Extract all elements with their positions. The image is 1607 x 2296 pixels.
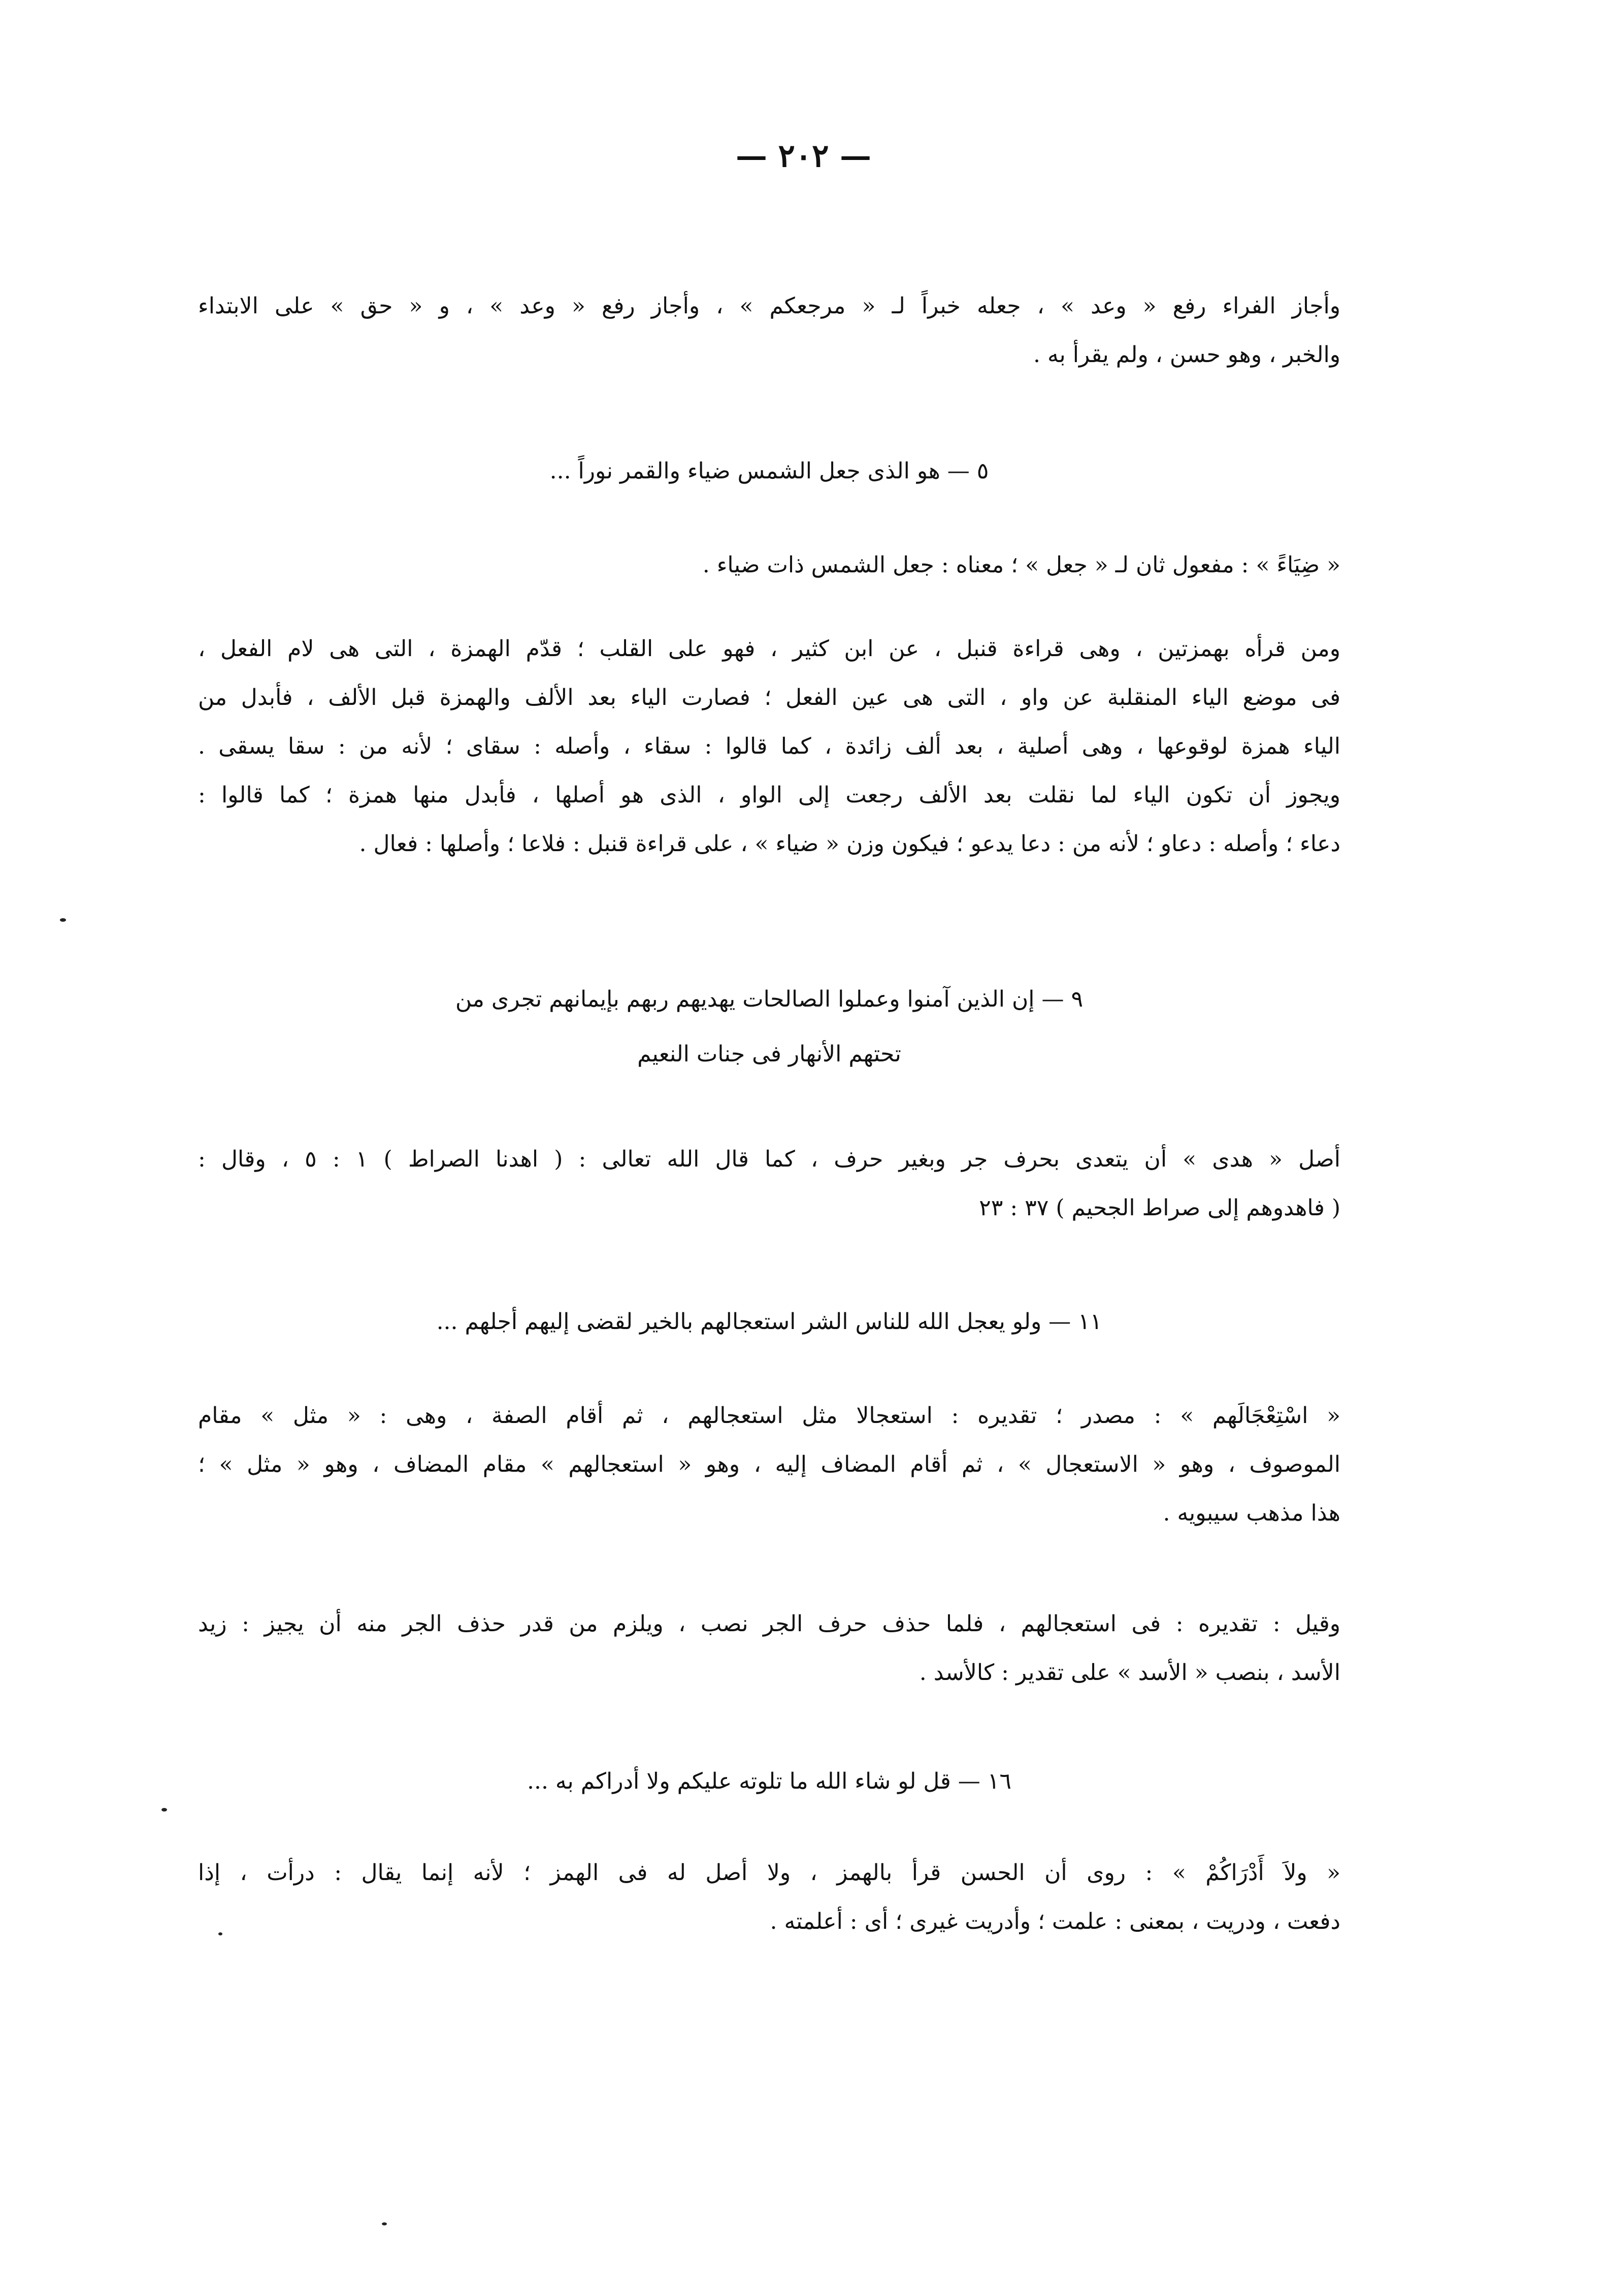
text-line: فى موضع الياء المنقلبة عن واو ، التى هى عين الفعل ؛ فصارت الياء بعد الألف والهمزة قبل الألف ، فأبدل من xyxy=(198,685,1340,710)
text-line: ومن قرأه بهمزتين ، وهى قراءة قنبل ، عن ابن كثير ، فهو على القلب ؛ قدّم الهمزة ، التى هى لام الفعل ، xyxy=(198,636,1340,662)
paragraph-farra xyxy=(198,282,1340,379)
verse-line: ١٦ — قل لو شاء الله ما تلوته عليكم ولا أدراكم به ... xyxy=(527,1768,1012,1794)
verse-5 xyxy=(198,447,1340,496)
scan-speck xyxy=(218,1932,222,1935)
text-line: « اسْتِعْجَالَهم » : مصدر ؛ تقديره : استعجالا مثل استعجالهم ، ثم أقام الصفة ، وهى : « مثل » مقام xyxy=(198,1403,1340,1429)
paragraph-adrakum xyxy=(198,1849,1340,1946)
scan-speck xyxy=(382,2222,387,2225)
text-line: دعاء ؛ وأصله : دعاو ؛ لأنه من : دعا يدعو ؛ فيكون وزن « ضياء » ، على قراءة قنبل : فلاعا ؛ وأصلها : فعال . xyxy=(359,831,1340,857)
paragraph-qila xyxy=(198,1600,1340,1697)
paragraph-qunbul xyxy=(198,625,1340,868)
text-line: الياء همزة لوقوعها ، وهى أصلية ، بعد ألف زائدة ، كما قالوا : سقاء ، وأصله : سقاى ؛ لأنه من : سقا يسقى . xyxy=(198,733,1340,759)
text-line: « ولاَ أَدْرَاكُمْ » : روى أن الحسن قرأ بالهمز ، ولا أصل له فى الهمز ؛ لأنه إنما يقال : درأت ، إذا xyxy=(198,1860,1340,1886)
paragraph-istijalahum xyxy=(198,1392,1340,1538)
text-line: ويجوز أن تكون الياء لما نقلت بعد الألف رجعت إلى الواو ، الذى هو أصلها ، فأبدل منها همزة ؛ كما قالوا : xyxy=(198,782,1340,808)
text-line: وقيل : تقديره : فى استعجالهم ، فلما حذف حرف الجر نصب ، ويلزم من قدر حذف الجر منه أن يجيز : زيد xyxy=(198,1611,1340,1637)
text-line: هذا مذهب سيبويه . xyxy=(1163,1500,1340,1526)
scan-speck xyxy=(161,1808,167,1812)
paragraph-dhiya xyxy=(198,541,1340,590)
verse-11 xyxy=(198,1298,1340,1346)
text-line: « ضِيَاءً » : مفعول ثان لـ « جعل » ؛ معناه : جعل الشمس ذات ضياء . xyxy=(702,552,1340,578)
text-line: أصل « هدى » أن يتعدى بحرف جر وبغير حرف ، كما قال الله تعالى : ( اهدنا الصراط ) ١ : ٥ ، وقال : xyxy=(198,1146,1341,1172)
page-number: — ٢٠٢ — xyxy=(735,137,872,174)
text-line: الموصوف ، وهو « الاستعجال » ، ثم أقام المضاف إليه ، وهو « استعجالهم » مقام المضاف ، وهو « مثل » ؛ xyxy=(198,1451,1340,1477)
text-line: ( فاهدوهم إلى صراط الجحيم ) ٣٧ : ٢٣ xyxy=(979,1195,1340,1221)
text-line: دفعت ، ودريت ، بمعنى : علمت ؛ وأدريت غيرى ؛ أى : أعلمته . xyxy=(770,1909,1340,1934)
text-line: الأسد ، بنصب « الأسد » على تقدير : كالأسد . xyxy=(919,1660,1340,1686)
text-line: والخبر ، وهو حسن ، ولم يقرأ به . xyxy=(1033,342,1340,368)
text-line: وأجاز الفراء رفع « وعد » ، جعله خبراً لـ « مرجعكم » ، وأجاز رفع « وعد » ، و « حق » على الابتداء xyxy=(198,293,1340,319)
verse-16 xyxy=(198,1757,1340,1806)
verse-line: ٩ — إن الذين آمنوا وعملوا الصالحات يهديهم ربهم بإيمانهم تجرى من xyxy=(455,986,1084,1012)
paragraph-huda xyxy=(198,1135,1340,1233)
verse-line: تحتهم الأنهار فى جنات النعيم xyxy=(637,1041,901,1067)
verse-line: ١١ — ولو يعجل الله للناس الشر استعجالهم بالخير لقضى إليهم أجلهم ... xyxy=(436,1309,1102,1335)
verse-line: ٥ — هو الذى جعل الشمس ضياء والقمر نوراً ... xyxy=(549,458,989,484)
verse-9 xyxy=(198,975,1340,1079)
scan-speck xyxy=(60,918,66,922)
